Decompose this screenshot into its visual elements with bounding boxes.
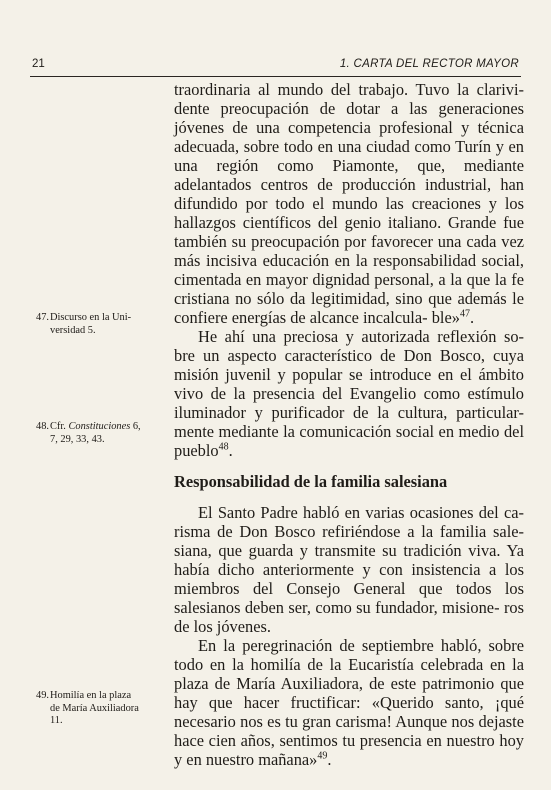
- footnote-text: 11.: [50, 715, 63, 726]
- footnote-ref-48[interactable]: 48: [218, 441, 229, 453]
- footnote-number: 48.: [36, 421, 49, 432]
- footnote-ref-49[interactable]: 49: [317, 750, 328, 762]
- period: .: [469, 308, 475, 327]
- text-line: además le confiere energías de alcance incalcula-: [174, 289, 525, 327]
- footnote-text: Homilía en la plaza: [50, 690, 132, 701]
- paragraph-4: [174, 636, 524, 769]
- page-header: [30, 58, 521, 77]
- text-line: salesianos deben ser, como su fundador, misione-: [174, 598, 500, 617]
- paragraph-2: [174, 327, 524, 460]
- text-line: adecuada, sobre todo en una ciudad como Turín: [174, 137, 492, 156]
- text-line: nuestro hoy y en nuestro mañana»: [174, 731, 524, 769]
- footnote-text: 7, 29, 33, 43.: [50, 433, 105, 445]
- text-line: dejaste hace cien años, sentimos tu presencia en: [174, 712, 524, 750]
- text-line: y en una región como Piamonte, que, mediante: [174, 137, 525, 175]
- paragraph-1: [174, 80, 524, 327]
- section-heading: Responsabilidad de la familia salesiana: [174, 472, 448, 491]
- text-line: difundido por todo el mundo las creaciones y los: [174, 194, 524, 213]
- text-line: misión juvenil y popular se introduce en el ámbito: [174, 365, 524, 384]
- text-line: adelantados centros de producción industrial, han: [174, 175, 524, 194]
- running-head: 1. CARTA DEL RECTOR MAYOR: [339, 58, 519, 70]
- footnote-text: 6,: [132, 421, 141, 432]
- main-text: [174, 80, 524, 769]
- text-line: risma de Don Bosco refiriéndose a la familia sale-: [174, 522, 524, 541]
- text-line: dente preocupación de dotar a las generaciones: [174, 99, 524, 118]
- footnote-number: 47.: [36, 312, 49, 323]
- footnote-text: versidad 5.: [50, 324, 96, 336]
- footnote-49: [36, 690, 154, 728]
- text-line: que hay que hacer fructificar: «Querido santo,: [174, 674, 525, 712]
- footnote-number: 49.: [36, 690, 49, 701]
- text-line: vez más incisiva educación en la responsabilidad: [174, 232, 524, 270]
- footnote-text: Discurso en la Uni-: [50, 312, 132, 323]
- text-line: ¡qué necesario nos es tu gran carisma! Aunque nos: [174, 693, 524, 731]
- paragraph-3: [174, 503, 524, 636]
- footnote-47: [36, 312, 154, 337]
- text-line: vivo de la presencia del Evangelio como estímulo: [174, 384, 524, 403]
- period: .: [228, 441, 233, 460]
- text-line: que la fe cristiana no sólo da legitimidad, sino que: [174, 270, 524, 308]
- text-line: traordinaria al mundo del trabajo. Tuvo la clarivi-: [174, 80, 524, 99]
- text-line: ros de los jóvenes.: [174, 598, 524, 636]
- text-line: social, cimentada en mayor dignidad personal, a la: [174, 251, 524, 289]
- text-line: En la peregrinación de septiembre habló, sobre: [198, 636, 524, 655]
- text-line: del pueblo: [174, 422, 525, 460]
- text-line: todo en la homilía de la Eucaristía celebrada en la: [174, 655, 524, 674]
- footnote-text: de María Auxiliadora: [50, 702, 139, 714]
- text-line: mente mediante la comunicación social en medio: [174, 422, 500, 441]
- text-line: El Santo Padre habló en varias ocasiones del ca-: [198, 503, 524, 522]
- period: .: [327, 750, 332, 769]
- text-line: ble»: [431, 308, 460, 327]
- text-line: jóvenes de una competencia profesional y técnica: [174, 118, 524, 137]
- text-line: iluminador y purificador de la cultura, particular-: [174, 403, 524, 422]
- footnote-text: Cfr.: [50, 421, 66, 432]
- page-number: 21: [32, 58, 45, 70]
- text-line: siana, que guarda y transmite su tradición viva.: [174, 541, 501, 560]
- footnote-48: [36, 421, 154, 446]
- text-line: Ya había dicho anteriormente y con insistencia a: [174, 541, 524, 579]
- footnote-ref-47[interactable]: 47: [459, 308, 470, 320]
- text-line: He ahí una preciosa y autorizada reflexión so-: [198, 327, 524, 346]
- text-line: bre un aspecto característico de Don Bosco, cuya: [174, 346, 524, 365]
- text-line: hallazgos científicos del genio italiano. Grande fue: [174, 213, 524, 232]
- text-line: plaza de María Auxiliadora, de este patrimonio: [174, 674, 495, 693]
- text-line: también su preocupación por favorecer una cada: [174, 232, 497, 251]
- footnote-italic-title: Constituciones: [68, 421, 131, 432]
- text-line: los miembros del Consejo General que todos los: [174, 560, 524, 598]
